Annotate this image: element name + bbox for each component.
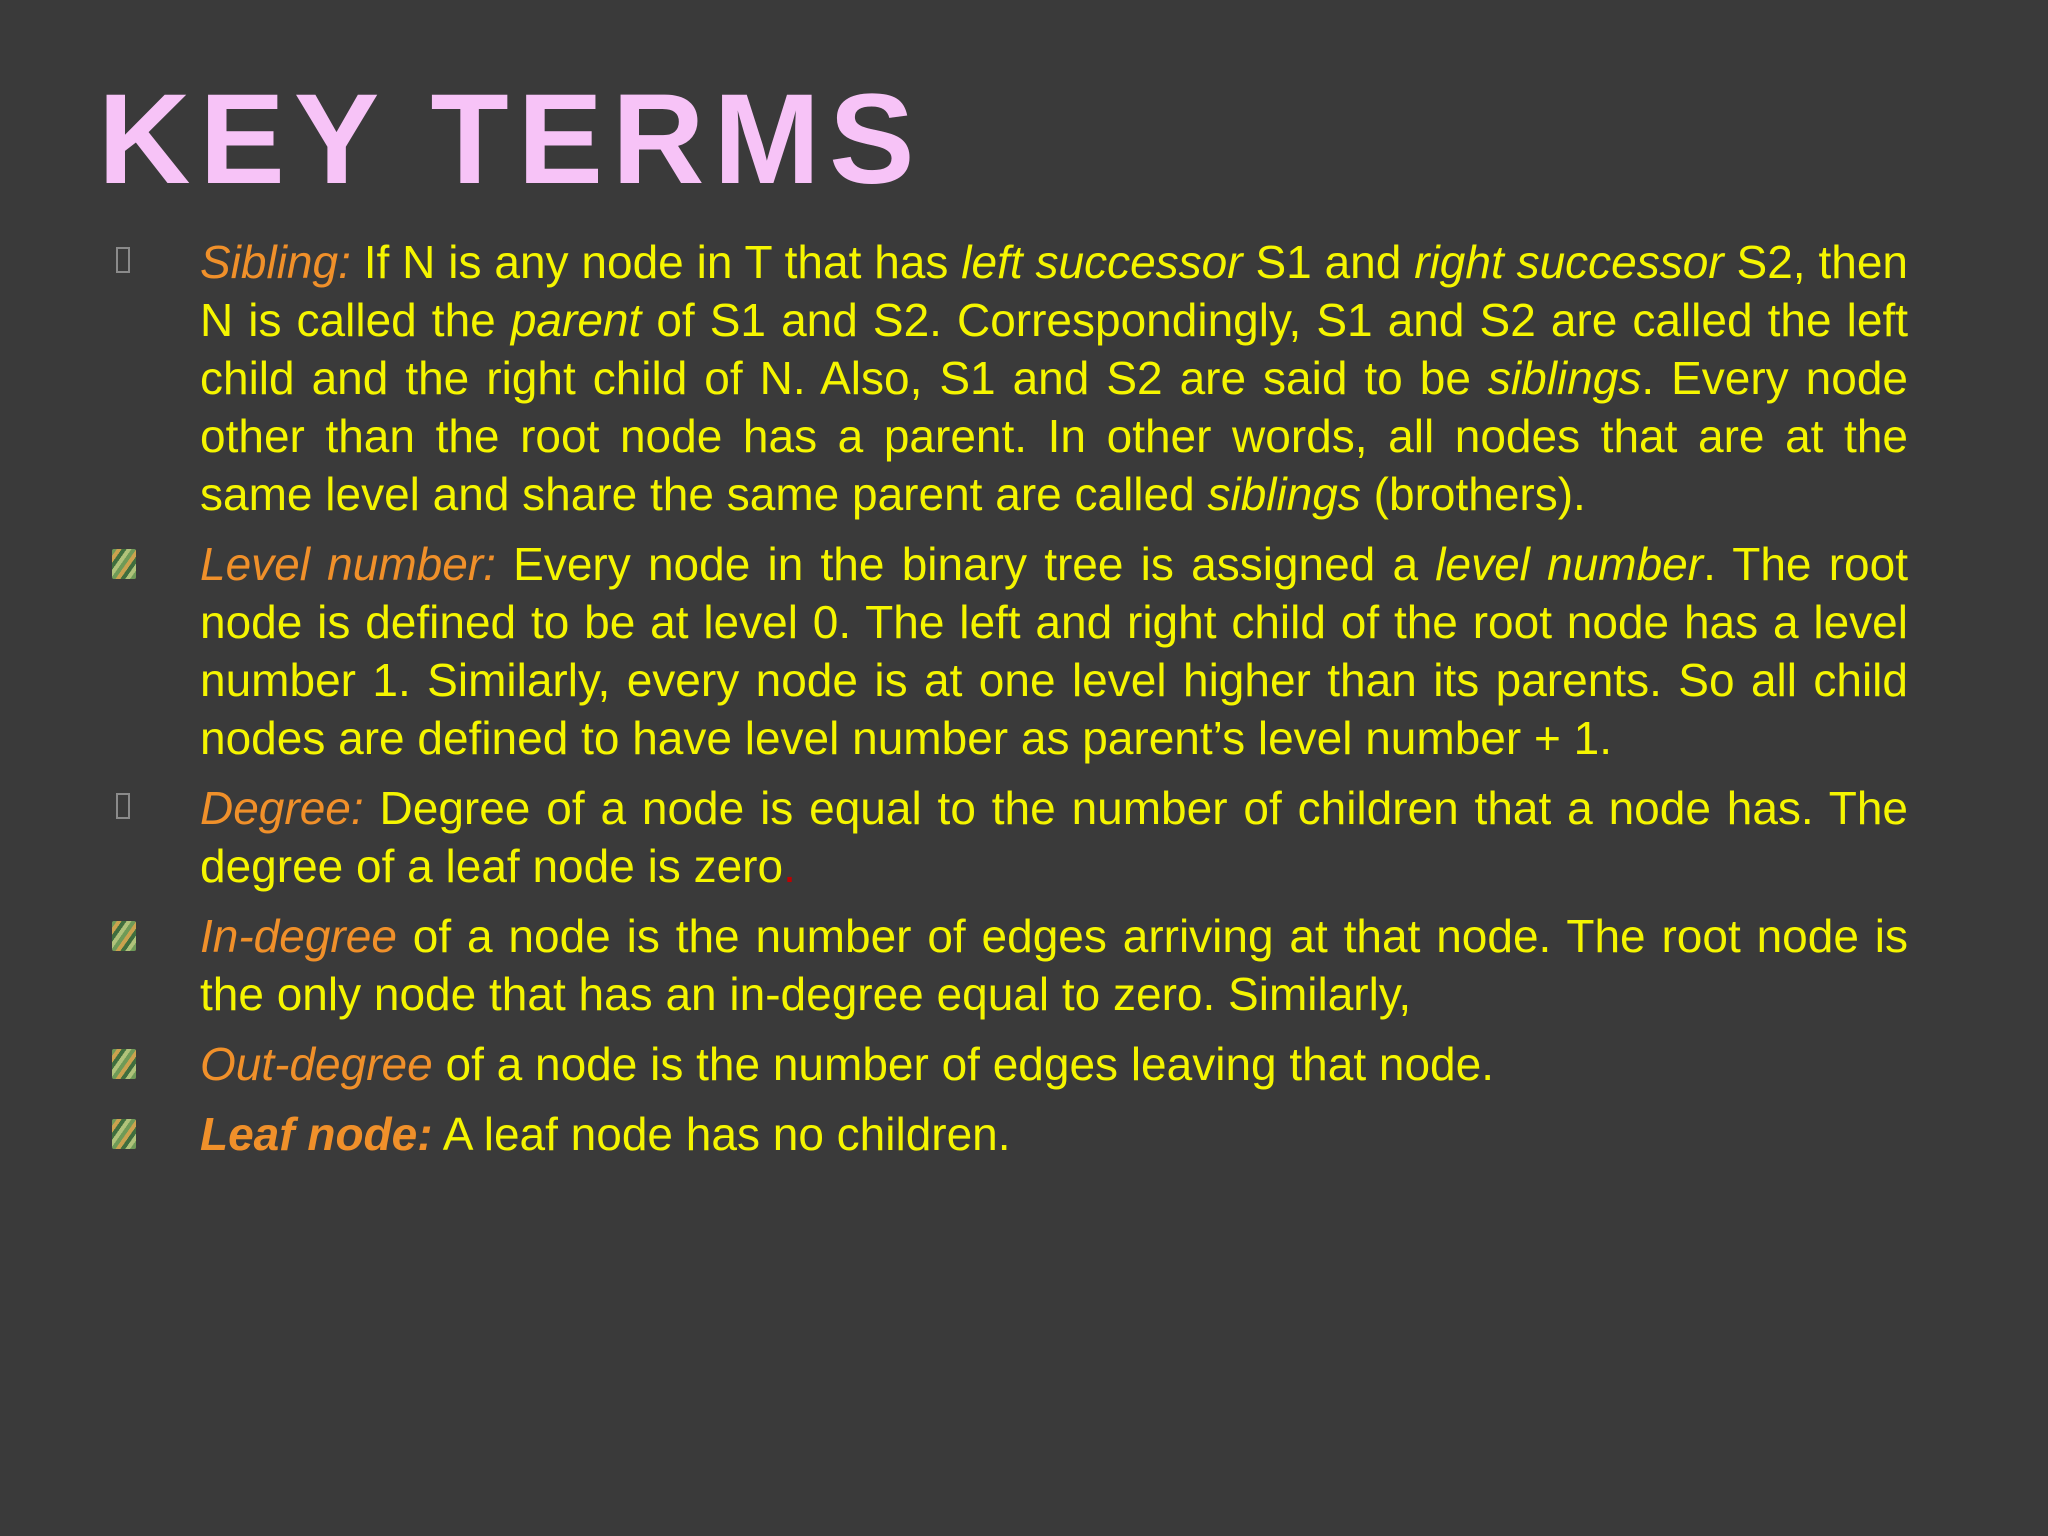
text-run: of a node is the number of edges leaving that node. <box>432 1038 1495 1090</box>
list-item-text <box>200 233 1908 523</box>
term-label: Sibling: <box>200 236 351 288</box>
text-run: (brothers). <box>1360 468 1586 520</box>
patterned-square-icon <box>112 1119 136 1149</box>
list-item-text <box>200 1035 1908 1093</box>
list-item-leaf-node <box>0 1105 2048 1163</box>
emphasis: right successor <box>1414 236 1724 288</box>
text-run: of S1 and S2. Correspondingly, S1 and S2 are called the left child and the right child of N. Also, S1 and S2 are said to be <box>200 294 1909 404</box>
list-item-out-degree <box>0 1035 2048 1093</box>
text-run: . The root node is defined to be at level 0. The left and right child of the root node has a level number 1. Similarly, every node is at one level higher than its parents. So all child nodes are defined to have level number as parent’s level number + 1. <box>200 538 1908 764</box>
list-item-in-degree <box>0 907 2048 1023</box>
term-label: Leaf node: <box>200 1108 433 1160</box>
text-run: Degree of a node is equal to the number of children that a node has. The degree of a leaf node is zero <box>200 782 1908 892</box>
list-item-sibling <box>0 233 2048 523</box>
text-run: Every node in the binary tree is assigned a <box>495 538 1436 590</box>
text-run: A leaf node has no children. <box>432 1108 1011 1160</box>
text-run: of a node is the number of edges arriving at that node. The root node is the only node that has an in-degree equal to zero. Similarly, <box>200 910 1908 1020</box>
box-icon <box>116 793 130 819</box>
patterned-square-icon <box>112 549 136 579</box>
red-period: . <box>783 840 796 892</box>
term-label: Level number: <box>200 538 496 590</box>
list-item-text <box>200 535 1908 767</box>
term-label: Degree: <box>200 782 364 834</box>
text-run: If N is any node in T that has <box>350 236 962 288</box>
text-run: S2, then N is called the <box>200 236 1908 346</box>
emphasis: siblings <box>1487 352 1642 404</box>
emphasis: siblings <box>1207 468 1361 520</box>
slide-title: KEY TERMS <box>98 68 924 211</box>
list-item-text <box>200 1105 1908 1163</box>
text-run: . Every node other than the root node has a parent. In other words, all nodes that are at the same level and share the same parent are called <box>200 352 1908 520</box>
emphasis: level number <box>1435 538 1704 590</box>
list-item-text <box>200 907 1908 1023</box>
patterned-square-icon <box>112 921 136 951</box>
text-run: S1 and <box>1242 236 1415 288</box>
list-item-degree <box>0 779 2048 895</box>
emphasis: parent <box>510 294 642 346</box>
emphasis: left successor <box>961 236 1243 288</box>
key-terms-list <box>0 233 2048 1175</box>
list-item-level-number <box>0 535 2048 767</box>
term-label: Out-degree <box>200 1038 433 1090</box>
box-icon <box>116 247 130 273</box>
list-item-text <box>200 779 1908 895</box>
term-label: In-degree <box>200 910 397 962</box>
patterned-square-icon <box>112 1049 136 1079</box>
